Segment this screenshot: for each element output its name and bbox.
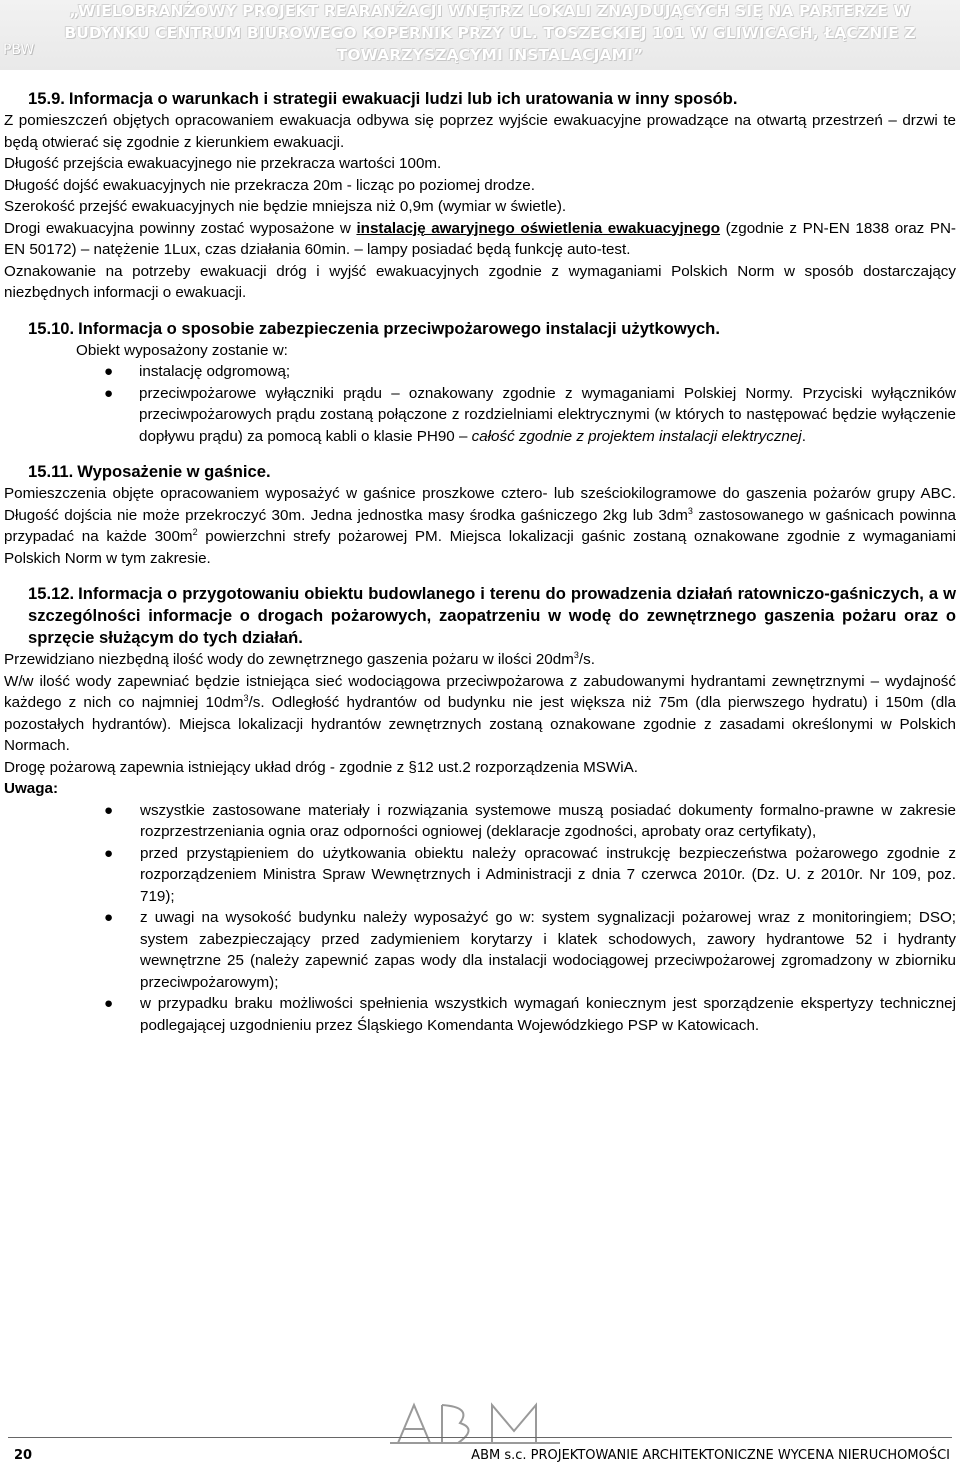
list-item: ● przed przystąpieniem do użytkowania obiektu należy opracować instrukcję bezpieczeństwa pożarowego zgodnie z rozporządzeniem Ministra Spraw Wewnętrznych i Administracji z dnia 7 czerwca 2010r. (Dz. U. z 2010r. Nr 109, poz. 719); [104, 844, 956, 905]
list-item: ● przeciwpożarowe wyłączniki prądu – oznakowany zgodnie z wymaganiami Polskiej Normy. Przyciski wyłączników przeciwpożarowych prądu zostaną połączone z rozdzielniami elektrycznymi (w których to następować będzie wyłączenie dopływu prądu) za pomocą kabli o klasie PH90 – całość zgodnie z projektem instalacji elektrycznej. [104, 384, 956, 445]
paragraph: Szerokość przejść ewakuacyjnych nie będzie mniejsza niż 0,9m (wymiar w świetle). [4, 198, 567, 215]
paragraph: Długość przejścia ewakuacyjnego nie przekracza wartości 100m. [4, 155, 442, 172]
company-logo [380, 1395, 580, 1455]
section-heading-15-10: 15.10. Informacja o sposobie zabezpieczenia przeciwpożarowego instalacji użytkowych. [28, 318, 720, 338]
list-item: ● instalację odgromową; [104, 363, 291, 380]
paragraph: Drogi ewakuacyjna powinny zostać wyposażone w instalację awaryjnego oświetlenia ewakuacyjnego (zgodnie z PN-EN 1838 oraz PN-EN 50172) – natężenie 1Lux, czas działania 60min. – lampy posiadać będą funkcję auto-test. [4, 219, 956, 258]
paragraph: Z pomieszczeń objętych opracowaniem ewakuacja odbywa się poprzez wyjście ewakuacyjne prowadzące na otwartą przestrzeń – drzwi te będą otwierać się zgodnie z kierunkiem ewakuacji. [4, 112, 956, 151]
paragraph: W/w ilość wody zapewniać będzie istniejąca sieć wodociągowa przeciwpożarowa z zabudowanymi hydrantami zewnętrznymi – wydajność każdego z nich co najmniej $10dm^3/s$. Odległość hydrantów od budynku nie jest większa niż 75m (dla pierwszego hydratu) i 150m (dla pozostałych hydrantów). Miejsca lokalizacji hydrantów zewnętrznych zostaną oznakowane zgodnie z zasadami określonymi w Polskich Normach. [4, 672, 956, 754]
document-body [4, 88, 956, 1036]
section-heading-15-9: 15.9. Informacja o warunkach i strategii ewakuacji ludzi lub ich uratowania w inny sposób. [28, 89, 738, 108]
paragraph: Przewidziano niezbędną ilość wody do zewnętrznego gaszenia pożaru w ilości $20dm^3/s$. [4, 649, 595, 668]
paragraph: Pomieszczenia objęte opracowaniem wyposażyć w gaśnice proszkowe cztero- lub sześciokilogramowe do gaszenia pożarów grupy ABC. Długość dojścia nie może przekroczyć 30m. Jedna jednostka masy środka gaśniczego 2kg lub $3dm^3$ zastosowanego w gaśnicach powinna przypadać na każde $300m^2$ powierzchni strefy pożarowej PM. Miejsca lokalizacji gaśnic zostaną oznakowane zgodnie z wymaganiami Polskich Norm w tym zakresie. [4, 485, 956, 567]
section-heading-15-12: 15.12. Informacja o przygotowaniu obiektu budowlanego i terenu do prowadzenia działań ratowniczo-gaśniczych, a w szczególności informacje o drogach pożarowych, zaopatrzeniu w wodę do zewnętrznego gaszenia pożaru oraz o sprzęcie służącym do tych działań. [28, 584, 956, 647]
note-label: Uwaga: [4, 780, 59, 797]
footer-firm-name: ABM s.c. PROJEKTOWANIE ARCHITEKTONICZNE WYCENA NIERUCHOMOŚCI [471, 1448, 950, 1463]
page-number: 20 [14, 1448, 33, 1463]
underlined-emphasis: instalację awaryjnego oświetlenia ewakuacyjnego [356, 219, 721, 237]
footer-divider [8, 1437, 952, 1438]
list-item: ● w przypadku braku możliwości spełnienia wszystkich wymagań koniecznym jest sporządzenie ekspertyzy technicznej podlegającej uzgodnieniu przez Śląskiego Komendanta Wojewódzkiego PSP w Katowicach. [104, 995, 956, 1034]
header-title: „WIELOBRANŻOWY PROJEKT REARANŻACJI WNĘTRZ LOKALI ZNAJDUJĄCYCH SIĘ NA PARTERZE W BUDYNKU CENTRUM BIUROWEGO KOPERNIK PRZY UL. TOSZECKIEJ 101 W GLIWICACH, ŁĄCZNIE Z TOWARZYSZĄCYMI INSTALACJAMI” [64, 2, 916, 64]
paragraph: Drogę pożarową zapewnia istniejący układ dróg - zgodnie z §12 ust.2 rozporządzenia MSWiA. [4, 758, 638, 776]
list-item: ● wszystkie zastosowane materiały i rozwiązania systemowe muszą posiadać dokumenty formalno-prawne w zakresie rozprzestrzeniania ognia oraz odporności ogniowej (deklaracje zgodności, aprobaty oraz certyfikaty), [104, 801, 956, 840]
header-doc-code: PBW [3, 42, 35, 58]
paragraph: Długość dojść ewakuacyjnych nie przekracza 20m - licząc po poziomej drodze. [4, 176, 535, 194]
paragraph: Obiekt wyposażony zostanie w: [76, 341, 288, 359]
paragraph: Oznakowanie na potrzeby ewakuacji dróg i wyjść ewakuacyjnych zgodnie z wymaganiami Polskich Norm w sposób dostarczający niezbędnych informacji o ewakuacji. [4, 262, 956, 301]
list-item: ● z uwagi na wysokość budynku należy wyposażyć go w: system sygnalizacji pożarowej wraz z monitoringiem; DSO; system zabezpieczający przed zadymieniem korytarzy i klatek schodowych, zawory hydrantowe 52 i hydranty wewnętrzne 25 (należy zapewnić zapas wody dla instalacji wodociągowej przeciwpożarowej zgromadzony w zbiorniku przeciwpożarowym); [104, 909, 956, 991]
section-heading-15-11: 15.11. Wyposażenie w gaśnice. [28, 462, 271, 481]
